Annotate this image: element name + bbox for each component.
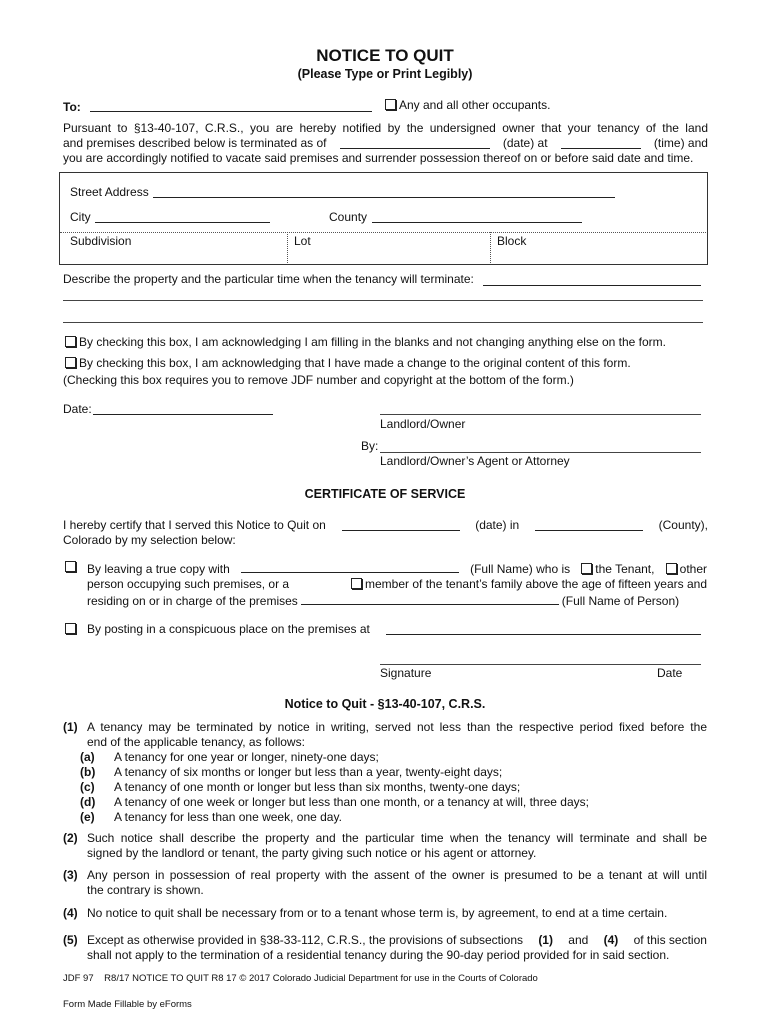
- posting-checkbox[interactable]: [65, 623, 76, 634]
- statute-3-num: (3): [63, 868, 78, 882]
- statute-5-line-1c: and: [568, 933, 589, 947]
- statute-1-subsections: [80, 750, 700, 825]
- family-member-checkbox[interactable]: [351, 578, 362, 589]
- statute-5-line-2: shall not apply to the termination of a residential tenancy during the 90-day period provided for in said section.: [87, 948, 670, 962]
- statute-5-ref-4: (4): [603, 933, 619, 947]
- pursuant-paragraph: [63, 121, 708, 166]
- statute-5-line-1a: Except as otherwise provided in §38-33-112, C.R.S., the provisions of subsections: [87, 933, 524, 947]
- leaving-line-3b: (Full Name of Person): [561, 594, 680, 608]
- leaving-line-1b: (Full Name) who is: [470, 562, 571, 576]
- certificate-line-1b: (date) in: [475, 518, 520, 532]
- server-signature-line[interactable]: [380, 664, 701, 665]
- leaving-line-1: [87, 560, 707, 577]
- statute-5-line-1e: of this section: [633, 933, 707, 947]
- statute-1: [87, 720, 707, 750]
- leaving-line-1a: By leaving a true copy with: [87, 562, 230, 576]
- pursuant-line-2a: and premises described below is terminated as of: [63, 136, 327, 150]
- address-divider: [60, 232, 706, 233]
- statute-subsection-letter: (c): [80, 780, 95, 794]
- terminate-time-field[interactable]: [561, 136, 641, 149]
- person-full-name-field[interactable]: [301, 592, 559, 605]
- lot-cell-divider: [287, 232, 288, 263]
- pursuant-line-2b: (date) at: [502, 136, 548, 150]
- statute-heading: Notice to Quit - §13-40-107, C.R.S.: [284, 697, 486, 711]
- page-title: NOTICE TO QUIT: [316, 46, 454, 65]
- checkbox1-option[interactable]: [65, 335, 666, 349]
- leaving-line-2a: person occupying such premises, or a: [87, 577, 290, 591]
- landlord-signature-line[interactable]: [380, 414, 701, 415]
- checkbox2-label: By checking this box, I am acknowledging that I have made a change to the original content of this form.: [79, 356, 631, 370]
- date-field[interactable]: [93, 402, 273, 415]
- statute-4-num: (4): [63, 906, 78, 920]
- statute-4: No notice to quit shall be necessary from or to a tenant whose term is, by agreement, to end at a time certain.: [87, 906, 668, 920]
- statute-5: [87, 933, 707, 963]
- county-label: County: [329, 210, 368, 224]
- describe-label: Describe the property and the particular time when the tenancy will terminate:: [63, 272, 474, 286]
- lot-label: Lot: [294, 234, 311, 248]
- pursuant-line-1: Pursuant to §13-40-107, C.R.S., you are hereby notified by the undersigned owner that your tenancy of the land: [63, 121, 708, 135]
- fillable-note: Form Made Fillable by eForms: [63, 999, 192, 1010]
- block-cell-divider: [490, 232, 491, 263]
- city-field[interactable]: [95, 210, 270, 223]
- statute-subsection-letter: (a): [80, 750, 95, 764]
- describe-field-1[interactable]: [483, 273, 701, 286]
- leaving-line-1d: other: [679, 562, 707, 576]
- leaving-copy-checkbox[interactable]: [65, 560, 79, 574]
- posting-label: By posting in a conspicuous place on the premises at: [87, 622, 370, 636]
- pursuant-line-2: [63, 136, 708, 151]
- any-occupants-label: Any and all other occupants.: [399, 98, 551, 112]
- statute-1-line-1: A tenancy may be terminated by notice in writing, served not less than the respective period fixed before the: [87, 720, 707, 734]
- statute-subsection-text: A tenancy for one year or longer, ninety-one days;: [114, 750, 379, 764]
- by-label: By:: [361, 439, 379, 453]
- certificate-paragraph: [63, 518, 708, 548]
- statute-2-line-1: Such notice shall describe the property and the particular time when the tenancy will terminate and shall be: [87, 831, 707, 845]
- tenant-checkbox[interactable]: [581, 563, 592, 574]
- leaving-copy-option: [87, 560, 707, 609]
- certificate-heading: CERTIFICATE OF SERVICE: [304, 487, 466, 501]
- statute-subsection-text: A tenancy of six months or longer but less than a year, twenty-eight days;: [114, 765, 503, 779]
- certificate-line-2: Colorado by my selection below:: [63, 533, 236, 547]
- to-label: To:: [63, 100, 81, 114]
- describe-field-2[interactable]: [63, 300, 703, 301]
- statute-2-line-2: signed by the landlord or tenant, the party giving such notice or his agent or attorney.: [87, 846, 537, 860]
- certificate-line-1c: (County),: [658, 518, 708, 532]
- statute-subsection: [80, 765, 700, 780]
- statute-subsection: [80, 795, 700, 810]
- statute-5-line-1: [87, 933, 707, 948]
- posting-location-field[interactable]: [386, 622, 701, 635]
- checkbox1-box[interactable]: [65, 336, 76, 347]
- agent-signature-line[interactable]: [380, 452, 701, 453]
- pursuant-line-3: you are accordingly notified to vacate said premises and surrender possession thereof on or before said date and time.: [63, 151, 694, 165]
- checkbox2-box[interactable]: [65, 357, 76, 368]
- any-occupants-checkbox[interactable]: [385, 99, 396, 110]
- checkbox1-label: By checking this box, I am acknowledging I am filling in the blanks and not changing anything else on the form.: [79, 335, 667, 349]
- leaving-line-3: [87, 592, 707, 609]
- leaving-line-3a: residing on or in charge of the premises: [87, 594, 298, 608]
- agent-label: Landlord/Owner’s Agent or Attorney: [380, 454, 570, 468]
- statute-subsection-text: A tenancy for less than one week, one day.: [114, 810, 342, 824]
- other-checkbox[interactable]: [666, 563, 677, 574]
- certificate-line-1: [63, 518, 708, 533]
- statute-subsection-letter: (d): [80, 795, 96, 809]
- statute-subsection: [80, 810, 700, 825]
- signature-date-label: Date: [657, 666, 683, 680]
- leaving-line-2: [87, 577, 707, 592]
- statute-3-line-1: Any person in possession of real property with the assent of the owner is presumed to be a tenant at will until: [87, 868, 707, 882]
- block-label: Block: [497, 234, 527, 248]
- statute-3-line-2: the contrary is shown.: [87, 883, 204, 897]
- date-label: Date:: [63, 402, 92, 416]
- street-field[interactable]: [153, 185, 615, 198]
- describe-field-3[interactable]: [63, 322, 703, 323]
- posting-option[interactable]: [65, 622, 370, 636]
- statute-2-num: (2): [63, 831, 78, 845]
- checkbox2-note: (Checking this box requires you to remove JDF number and copyright at the bottom of the form.): [63, 373, 574, 387]
- any-occupants-option[interactable]: [385, 98, 550, 112]
- footer-text: JDF 97 R8/17 NOTICE TO QUIT R8 17 © 2017 Colorado Judicial Department for use in the Courts of Colorado: [63, 973, 538, 984]
- statute-subsection-text: A tenancy of one month or longer but less than six months, twenty-one days;: [114, 780, 521, 794]
- statute-5-ref-1: (1): [538, 933, 553, 947]
- landlord-owner-label: Landlord/Owner: [380, 417, 466, 431]
- county-field[interactable]: [372, 210, 582, 223]
- statute-subsection-text: A tenancy of one week or longer but less than one month, or a tenancy at will, three days;: [114, 795, 589, 809]
- statute-subsection: [80, 750, 700, 765]
- signature-label: Signature: [380, 666, 432, 680]
- certificate-line-1a: I hereby certify that I served this Notice to Quit on: [63, 518, 326, 532]
- leaving-copy-box[interactable]: [65, 561, 76, 572]
- subdivision-label: Subdivision: [70, 234, 132, 248]
- leaving-line-1c: the Tenant,: [595, 562, 655, 576]
- terminate-date-field[interactable]: [340, 136, 490, 149]
- leaving-full-name-field[interactable]: [241, 560, 459, 573]
- statute-2: [87, 831, 707, 861]
- pursuant-line-2c: (time) and: [653, 136, 708, 150]
- served-date-field[interactable]: [342, 518, 460, 531]
- statute-1-line-2: end of the applicable tenancy, as follows:: [87, 735, 305, 749]
- statute-3: [87, 868, 707, 898]
- statute-subsection-letter: (e): [80, 810, 95, 824]
- statute-5-num: (5): [63, 933, 78, 947]
- page-subtitle: (Please Type or Print Legibly): [297, 67, 473, 81]
- statute-subsection-letter: (b): [80, 765, 96, 779]
- checkbox2-option[interactable]: [65, 356, 631, 370]
- leaving-line-2b: member of the tenant’s family above the age of fifteen years and: [365, 577, 707, 591]
- street-label: Street Address: [70, 185, 149, 199]
- to-field[interactable]: [90, 99, 372, 112]
- statute-1-num: (1): [63, 720, 78, 734]
- statute-subsection: [80, 780, 700, 795]
- served-county-field[interactable]: [535, 518, 643, 531]
- city-label: City: [70, 210, 91, 224]
